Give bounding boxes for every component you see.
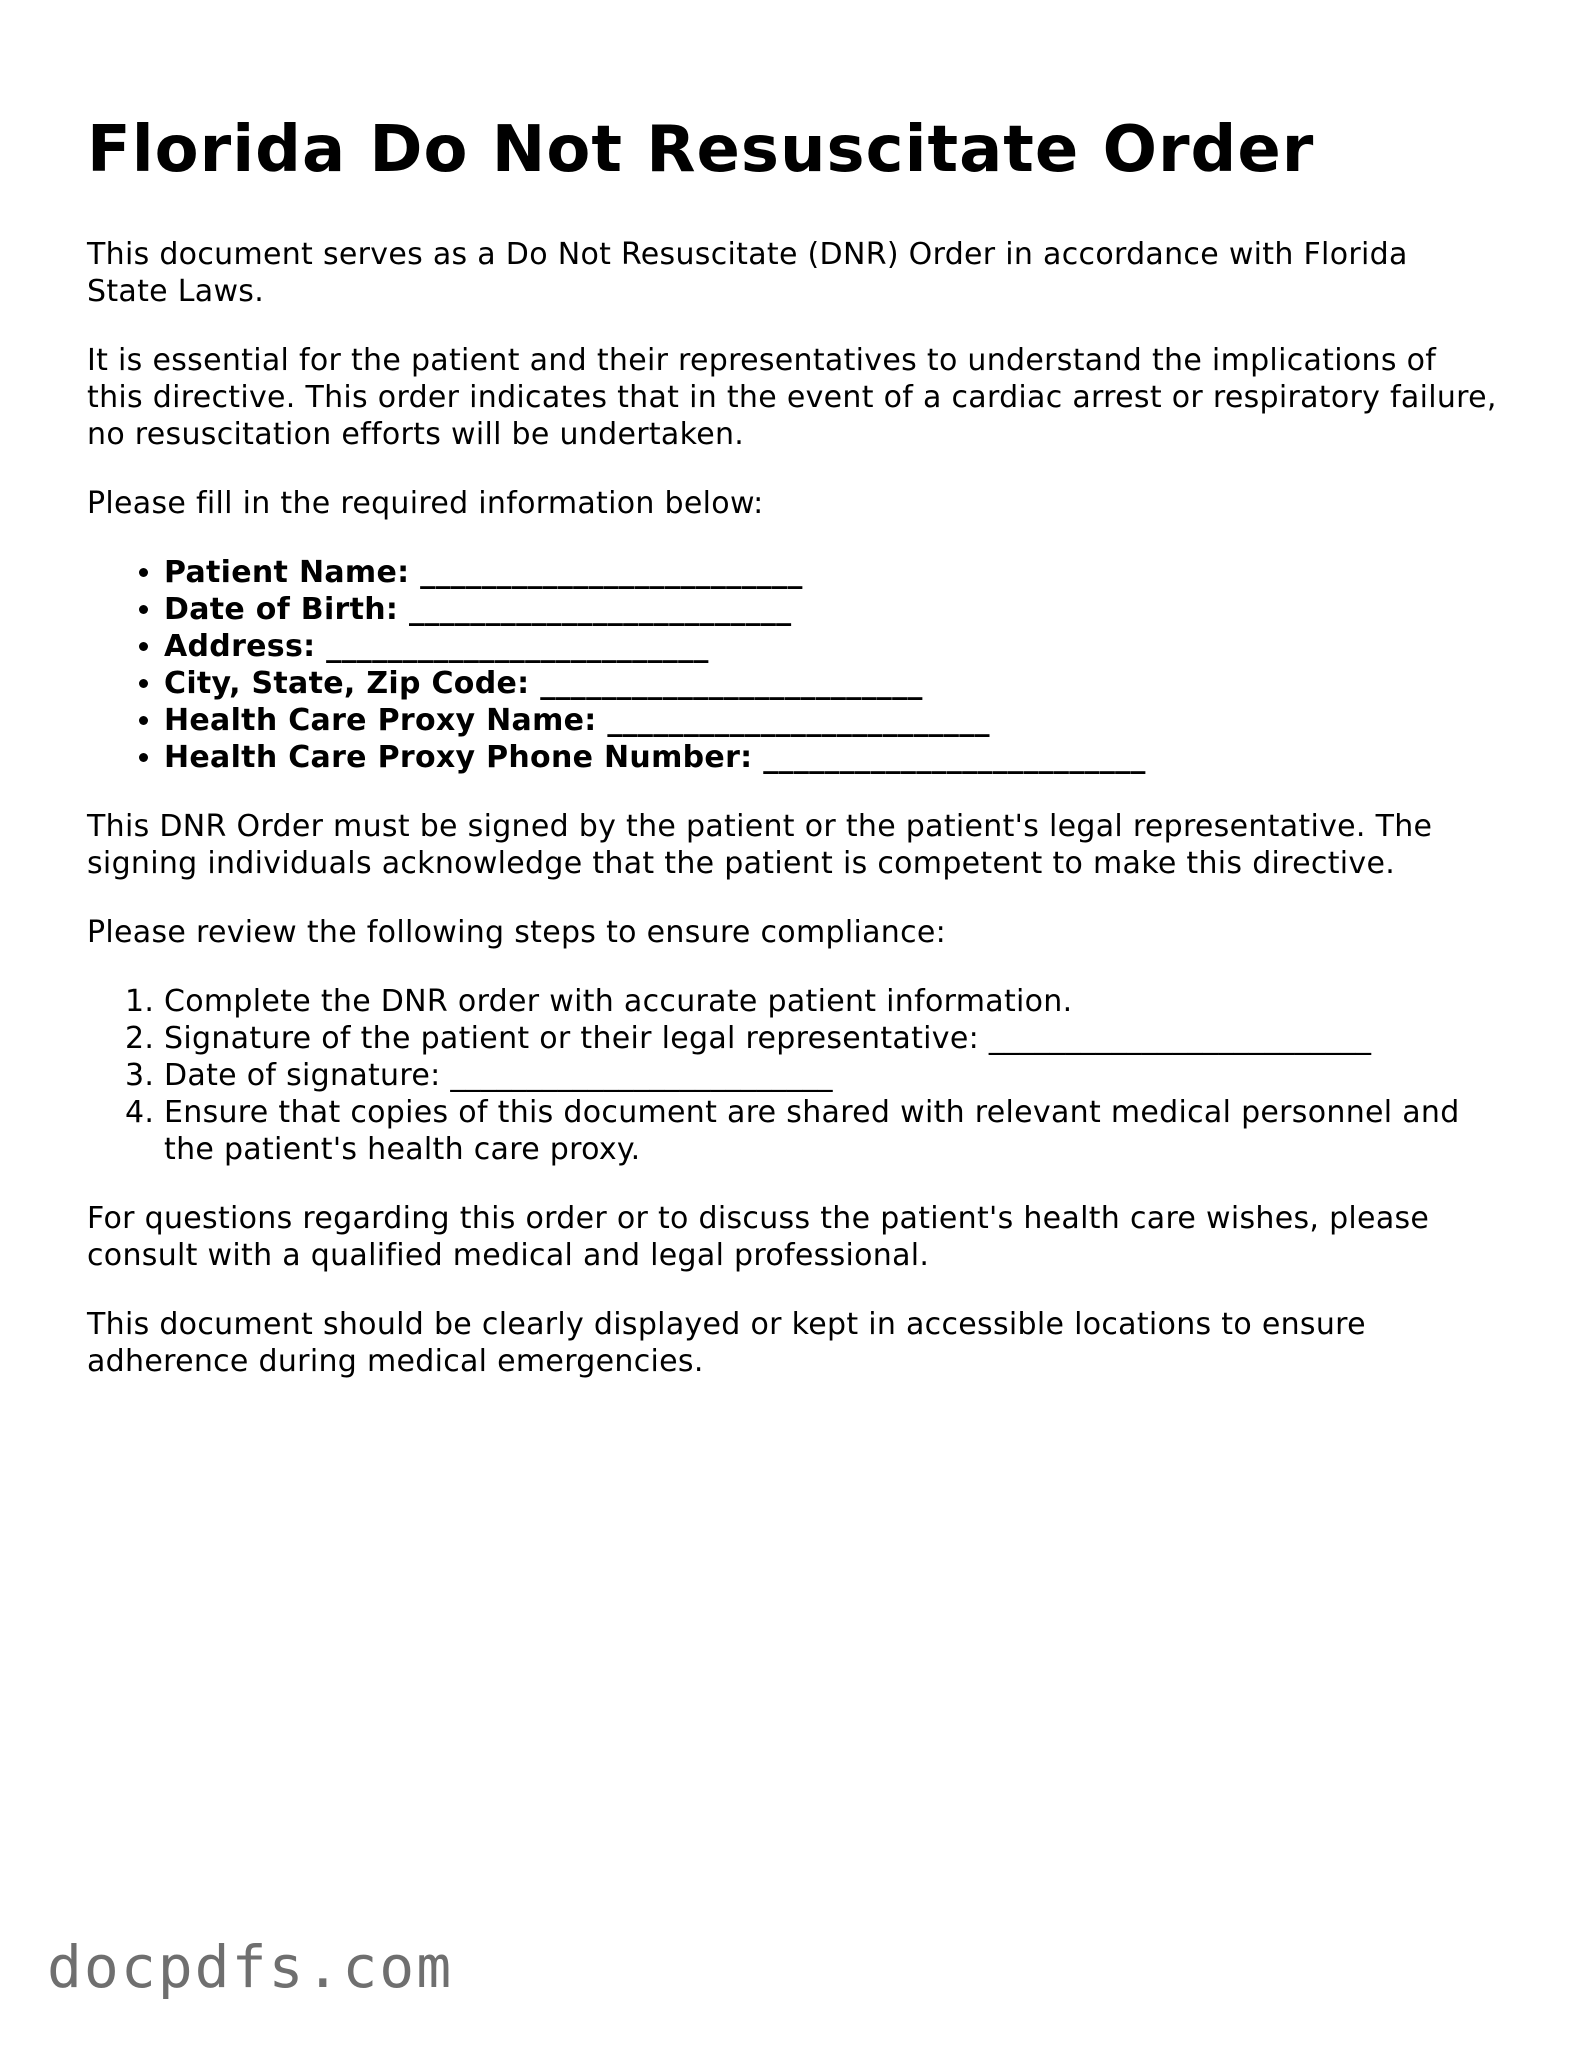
field-proxy-phone (164, 739, 1497, 776)
display-paragraph: This document should be clearly displayed or kept in accessible locations to ensure adherence during medical emergencies. (87, 1307, 1366, 1379)
field-proxy-name (164, 702, 1497, 739)
intro-paragraph: It is essential for the patient and their representatives to understand the implications of this directive. This order indicates that in the event of a cardiac arrest or respiratory failure, no resuscitation efforts will be undertaken. (87, 343, 1497, 452)
field-label: Date of Birth: (164, 592, 399, 627)
field-blank: _________________________ (408, 592, 792, 627)
field-blank: _________________________ (420, 555, 803, 590)
fill-instructions: Please fill in the required information below: (87, 486, 764, 521)
document-title: Florida Do Not Resuscitate Order (87, 113, 1315, 187)
step-item: 2. Signature of the patient or their legal representative: _________________________ (164, 1020, 1497, 1057)
field-blank: _________________________ (763, 740, 1146, 775)
field-blank: _________________________ (326, 629, 709, 664)
step-item: 4. Ensure that copies of this document are shared with relevant medical personnel and the patient's health care proxy. (164, 1094, 1497, 1168)
signature-paragraph: This DNR Order must be signed by the patient or the patient's legal representative. The signing individuals acknowledge that the patient is competent to make this directive. (87, 809, 1433, 881)
step-item: 3. Date of signature: _________________________ (164, 1057, 1497, 1094)
field-label: Health Care Proxy Phone Number: (164, 740, 753, 775)
field-label: Health Care Proxy Name: (164, 703, 597, 738)
step-item: 1. Complete the DNR order with accurate patient information. (164, 983, 1497, 1020)
field-blank: _________________________ (540, 666, 923, 701)
field-blank: _________________________ (607, 703, 990, 738)
watermark: docpdfs.com (47, 1933, 454, 2001)
field-label: Address: (164, 629, 316, 664)
intro-paragraph: This document serves as a Do Not Resuscitate (DNR) Order in accordance with Florida State Laws. (87, 237, 1408, 309)
field-patient-name (164, 554, 1497, 591)
patient-info-list (87, 554, 1497, 776)
field-label: Patient Name: (164, 555, 410, 590)
questions-paragraph: For questions regarding this order or to discuss the patient's health care wishes, please consult with a qualified medical and legal professional. (87, 1201, 1430, 1273)
field-address (164, 628, 1497, 665)
field-city-state-zip (164, 665, 1497, 702)
compliance-intro: Please review the following steps to ensure compliance: (87, 915, 947, 950)
compliance-steps-list (87, 983, 1497, 1168)
field-label: City, State, Zip Code: (164, 666, 530, 701)
document-page (87, 104, 1497, 1412)
field-date-of-birth (164, 591, 1497, 628)
